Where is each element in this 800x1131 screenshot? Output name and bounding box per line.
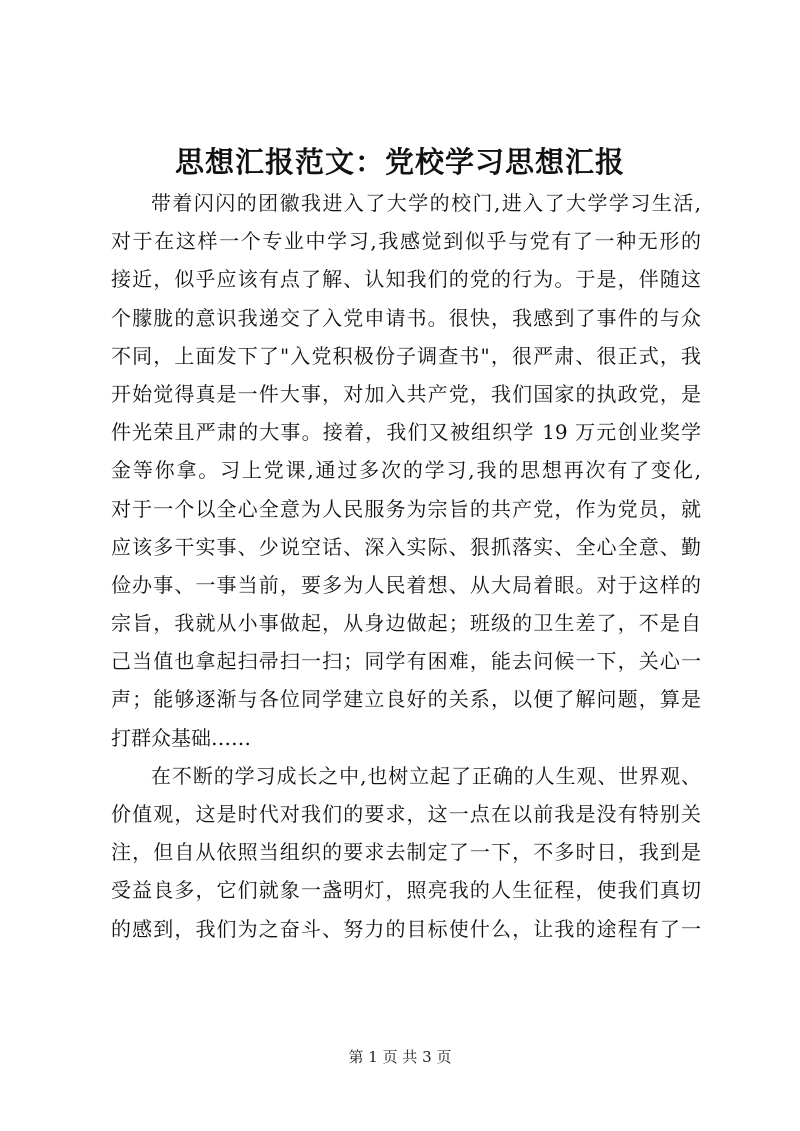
text-line: 打群众基础……	[111, 725, 251, 750]
document-title: 思想汇报范文：党校学习思想汇报	[174, 145, 625, 179]
text-line: 金等你拿。习上党课,通过多次的学习,我的思想再次有了变化,	[111, 458, 701, 483]
text-line: 宗旨，我就从小事做起，从身边做起；班级的卫生差了，不是自	[111, 611, 701, 636]
text-line: 对于一个以全心全意为人民服务为宗旨的共产党，作为党员，就	[111, 496, 701, 521]
text-line: 件光荣且严肃的大事。接着，我们又被组织学 19 万元创业奖学	[111, 420, 701, 445]
text-line: 应该多干实事、少说空话、深入实际、狠抓落实、全心全意、勤	[111, 534, 701, 559]
text-line: 带着闪闪的团徽我进入了大学的校门,进入了大学学习生活,	[151, 191, 701, 215]
text-line: 在不断的学习成长之中,也树立起了正确的人生观、世界观、	[151, 763, 701, 788]
paragraph-1	[111, 184, 701, 757]
text-line: 不同，上面发下了"入党积极份子调查书"，很严肃、很正式，我	[111, 343, 701, 368]
paragraph-2	[111, 757, 701, 948]
text-line: 俭办事、一事当前，要多为人民着想、从大局着眼。对于这样的	[111, 572, 701, 597]
text-line: 的感到，我们为之奋斗、努力的目标使什么，让我的途程有了一	[111, 916, 701, 941]
text-line: 受益良多，它们就象一盏明灯，照亮我的人生征程，使我们真切	[111, 878, 701, 903]
text-line: 对于在这样一个专业中学习,我感觉到似乎与党有了一种无形的	[111, 229, 701, 254]
text-line: 价值观，这是时代对我们的要求，这一点在以前我是没有特别关	[111, 802, 701, 826]
page-footer: 第 1 页 共 3 页	[348, 1048, 452, 1066]
document-body	[111, 184, 701, 948]
text-line: 己当值也拿起扫帚扫一扫；同学有困难，能去问候一下，关心一	[111, 649, 701, 674]
text-line: 个朦胧的意识我递交了入党申请书。很快，我感到了事件的与众	[111, 305, 701, 330]
text-line: 开始觉得真是一件大事，对加入共产党，我们国家的执政党，是	[111, 381, 701, 406]
text-line: 注，但自从依照当组织的要求去制定了一下，不多时日，我到是	[111, 840, 701, 865]
text-line: 声；能够逐渐与各位同学建立良好的关系，以便了解问题，算是	[111, 687, 701, 712]
text-line: 接近，似乎应该有点了解、认知我们的党的行为。于是，伴随这	[111, 267, 701, 292]
